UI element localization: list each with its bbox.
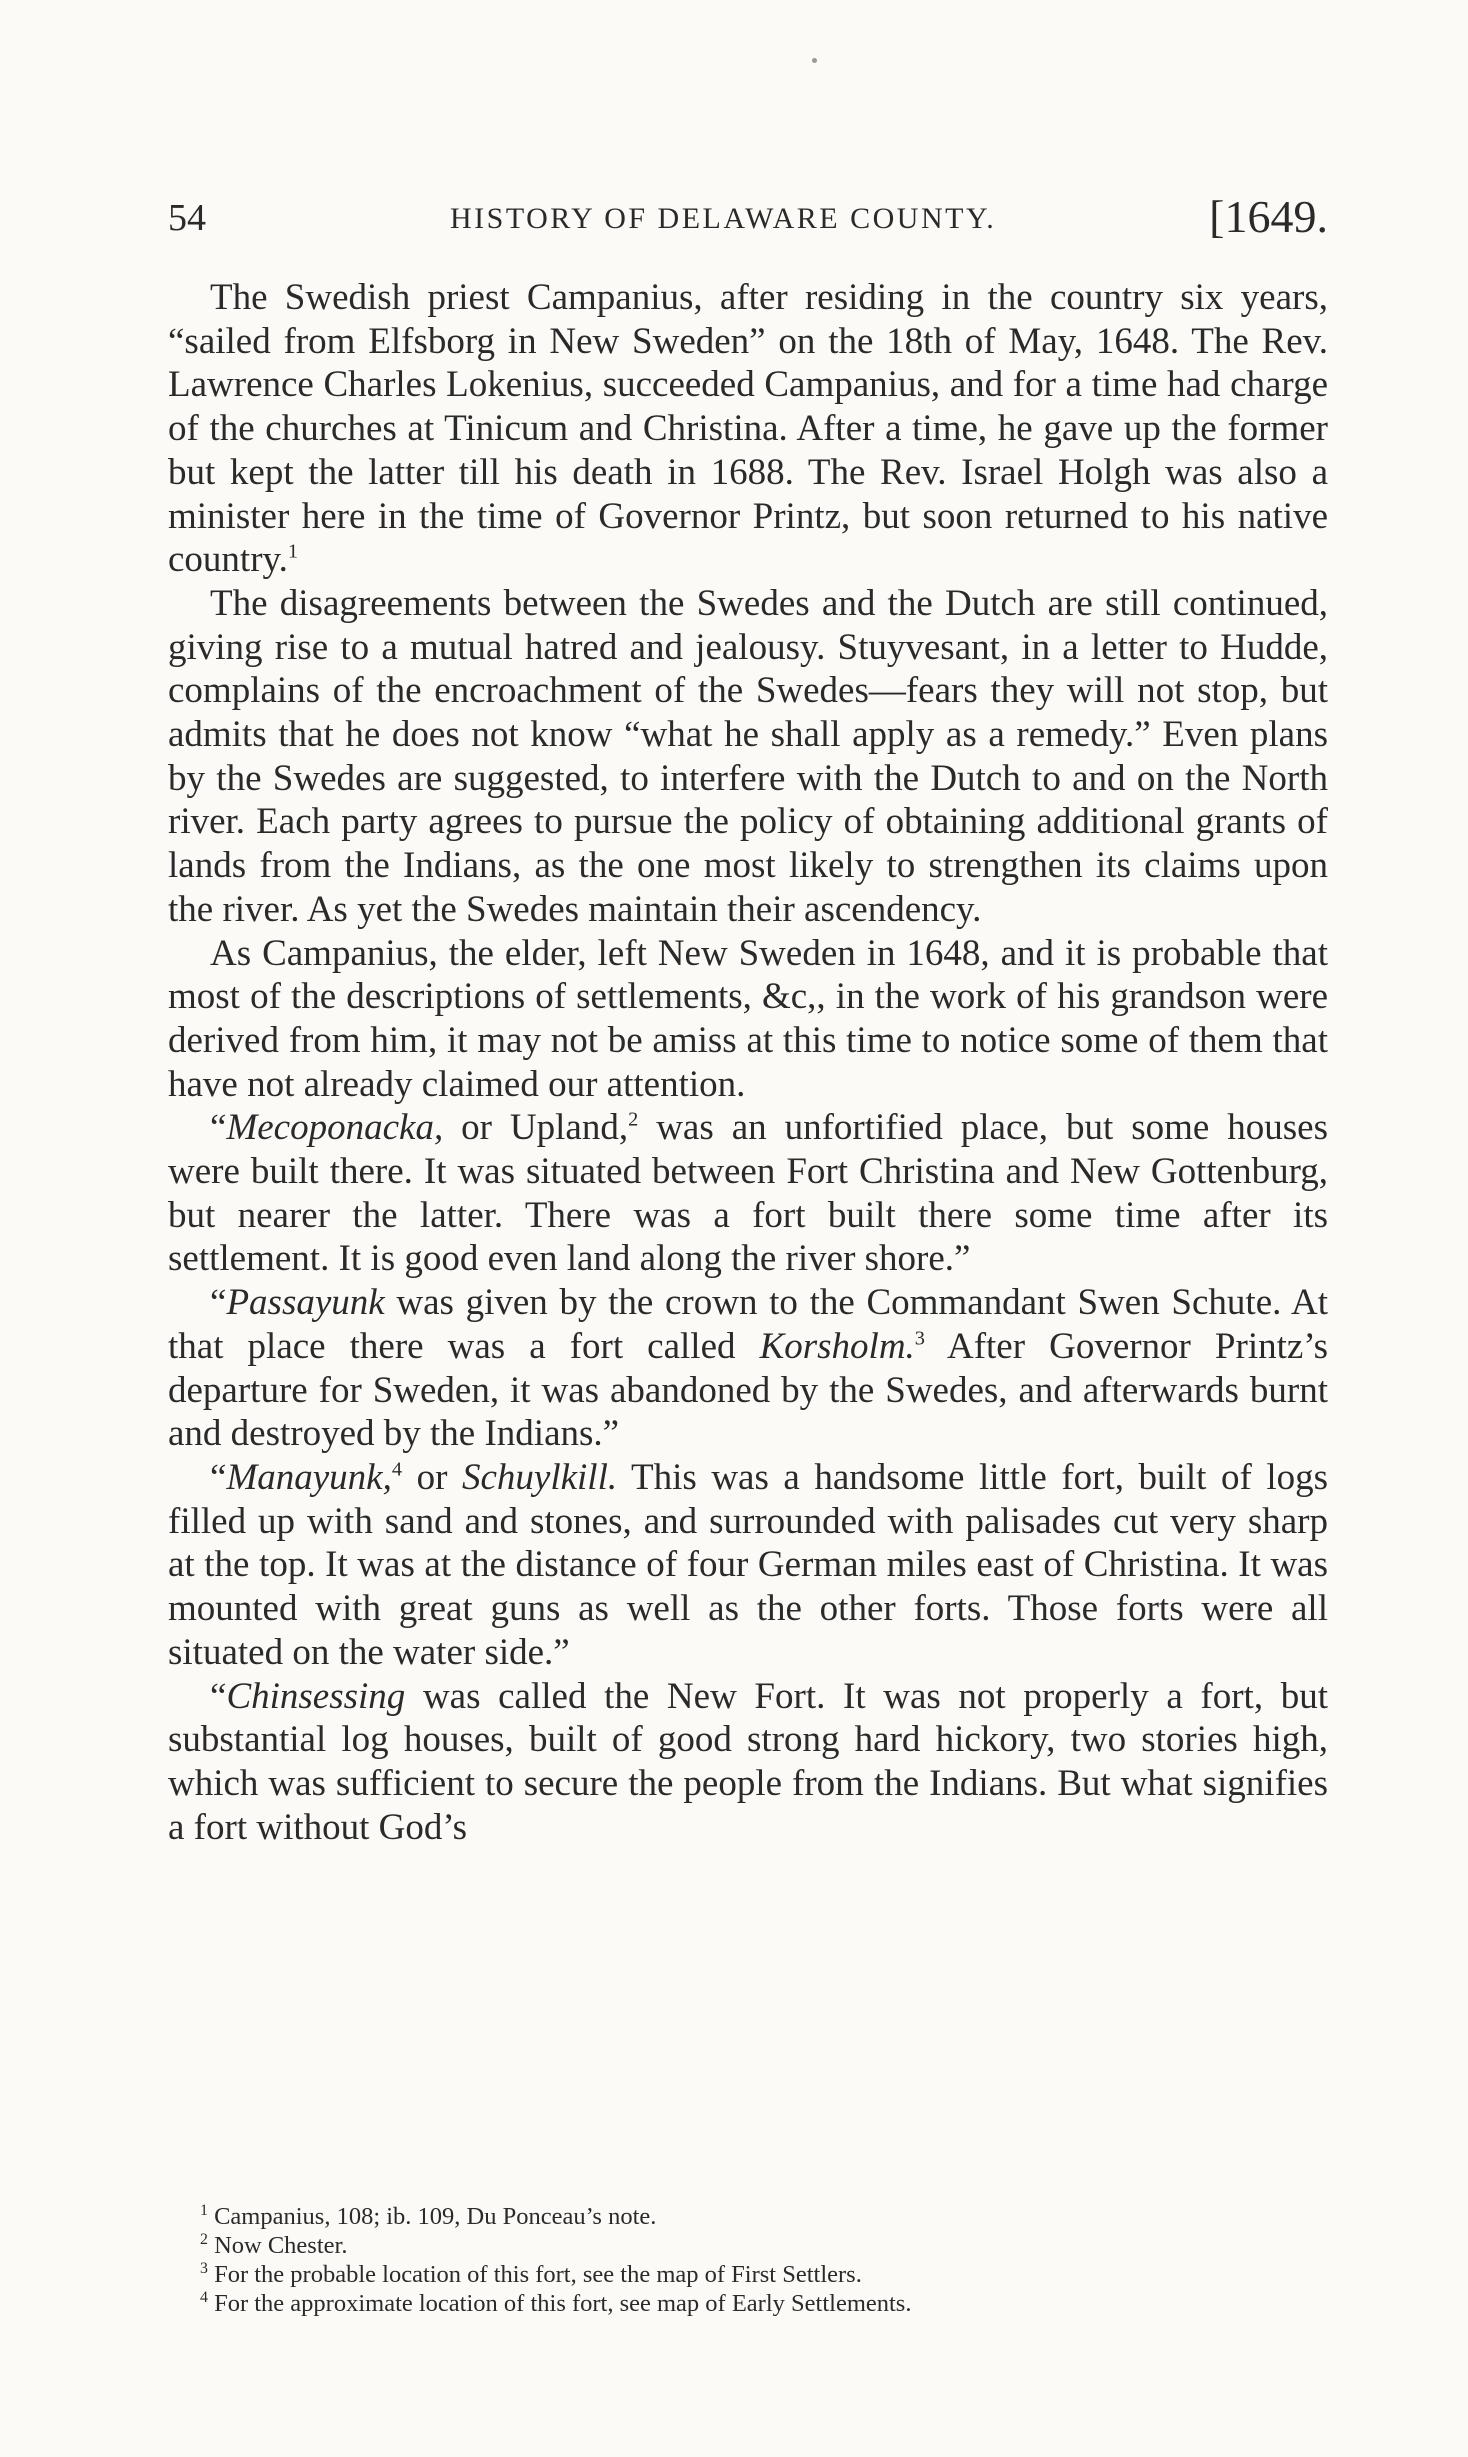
header-year: [1649. (1209, 191, 1328, 242)
paragraph-text: or Upland, (443, 1107, 629, 1149)
paragraph-manayunk (168, 1456, 1328, 1675)
footnote (200, 2202, 1330, 2231)
footnote (200, 2231, 1330, 2260)
paragraph-disagreements (168, 582, 1328, 932)
footnote-text: Campanius, 108; ib. 109, Du Ponceau’s note. (214, 2203, 657, 2230)
open-quote: “ (210, 1675, 227, 1717)
paragraph-text: After Governor Printz’s departure for Sweden, it was abandoned by the Swedes, and afterwards burnt and destroyed by the Indians.” (168, 1325, 1328, 1455)
place-name: Korsholm. (759, 1325, 915, 1367)
running-header (168, 191, 1328, 252)
footnote-mark: 4 (200, 2288, 208, 2306)
footnote-text: For the approximate location of this fort, see map of Early Settlements. (214, 2290, 912, 2317)
footnote-ref: 3 (914, 1327, 925, 1350)
paragraph-text: or (402, 1456, 462, 1498)
paragraph-passayunk (168, 1281, 1328, 1456)
footnote-ref: 2 (628, 1109, 639, 1132)
open-quote: “ (210, 1456, 227, 1498)
paragraph-descriptions (168, 932, 1328, 1107)
footnotes (200, 2202, 1330, 2318)
paragraph-text: was given by the crown to the Commandant Swen Schute. At that place there was a fort called (168, 1282, 1328, 1367)
place-name: Mecoponacka, (226, 1107, 444, 1149)
ink-speck (812, 58, 817, 63)
footnote-text: For the probable location of this fort, see the map of First Settlers. (214, 2261, 862, 2288)
paragraph-chinsessing (168, 1675, 1328, 1850)
open-quote: “ (210, 1282, 227, 1324)
footnote (200, 2289, 1330, 2318)
place-name: Chinsessing (226, 1675, 406, 1717)
running-title: HISTORY OF DELAWARE COUNTY. (450, 202, 997, 235)
paragraph-text: As Campanius, the elder, left New Sweden in 1648, and it is probable that most of the descriptions of settlements, &c,, in the work of his grandson were derived from him, it may not be amiss at this time to notice some of them that have not already claimed our attention. (168, 932, 1328, 1105)
footnote-mark: 1 (200, 2201, 208, 2219)
paragraph-campanius (168, 276, 1328, 582)
paragraph-text: was called the New Fort. It was not properly a fort, but substantial log houses, built of good strong hard hickory, two stories high, which was sufficient to secure the people from the Indians. But what signifies a fort without God’s (168, 1675, 1328, 1848)
open-quote: “ (210, 1107, 227, 1149)
place-name: Schuylkill. (461, 1456, 618, 1498)
paragraph-text: The Swedish priest Campanius, after residing in the country six years, “sailed from Elfsborg in New Sweden” on the 18th of May, 1648. The Rev. Lawrence Charles Lokenius, succeeded Campanius, and for a time had charge of the churches at Tinicum and Christina. After a time, he gave up the former but kept the latter till his death in 1688. The Rev. Israel Holgh was also a minister here in the time of Governor Printz, but soon returned to his native country. (168, 277, 1328, 581)
place-name: Passayunk (226, 1282, 385, 1324)
paragraph-text: The disagreements between the Swedes and the Dutch are still continued, giving rise to a mutual hatred and jealousy. Stuyvesant, in a letter to Hudde, complains of the encroachment of the Swedes—fears they will not stop, but admits that he does not know “what he shall apply as a remedy.” Even plans by the Swedes are suggested, to interfere with the Dutch to and on the North river. Each party agrees to pursue the policy of obtaining additional grants of lands from the Indians, as the one most likely to strengthen its claims upon the river. As yet the Swedes maintain their ascendency. (168, 582, 1328, 930)
footnote-ref: 4 (391, 1458, 403, 1481)
page-number: 54 (168, 197, 206, 239)
footnote-mark: 3 (200, 2259, 208, 2277)
place-name: Manayunk, (226, 1456, 392, 1498)
footnote-mark: 2 (200, 2230, 208, 2248)
body-text (168, 276, 1328, 1849)
footnote (200, 2260, 1330, 2289)
footnote-ref: 1 (287, 540, 299, 563)
paragraph-mecoponacka (168, 1106, 1328, 1281)
paragraph-text: was an unfortified place, but some houses were built there. It was situated between Fort Christina and New Gottenburg, but nearer the latter. There was a fort built there some time after its settlement. It is good even land along the river shore.” (168, 1107, 1328, 1280)
footnote-text: Now Chester. (214, 2232, 348, 2259)
paragraph-text: This was a handsome little fort, built of logs filled up with sand and stones, and surrounded with palisades cut very sharp at the top. It was at the distance of four German miles east of Christina. It was mounted with great guns as well as the other forts. Those forts were all situated on the water side.” (168, 1456, 1329, 1673)
